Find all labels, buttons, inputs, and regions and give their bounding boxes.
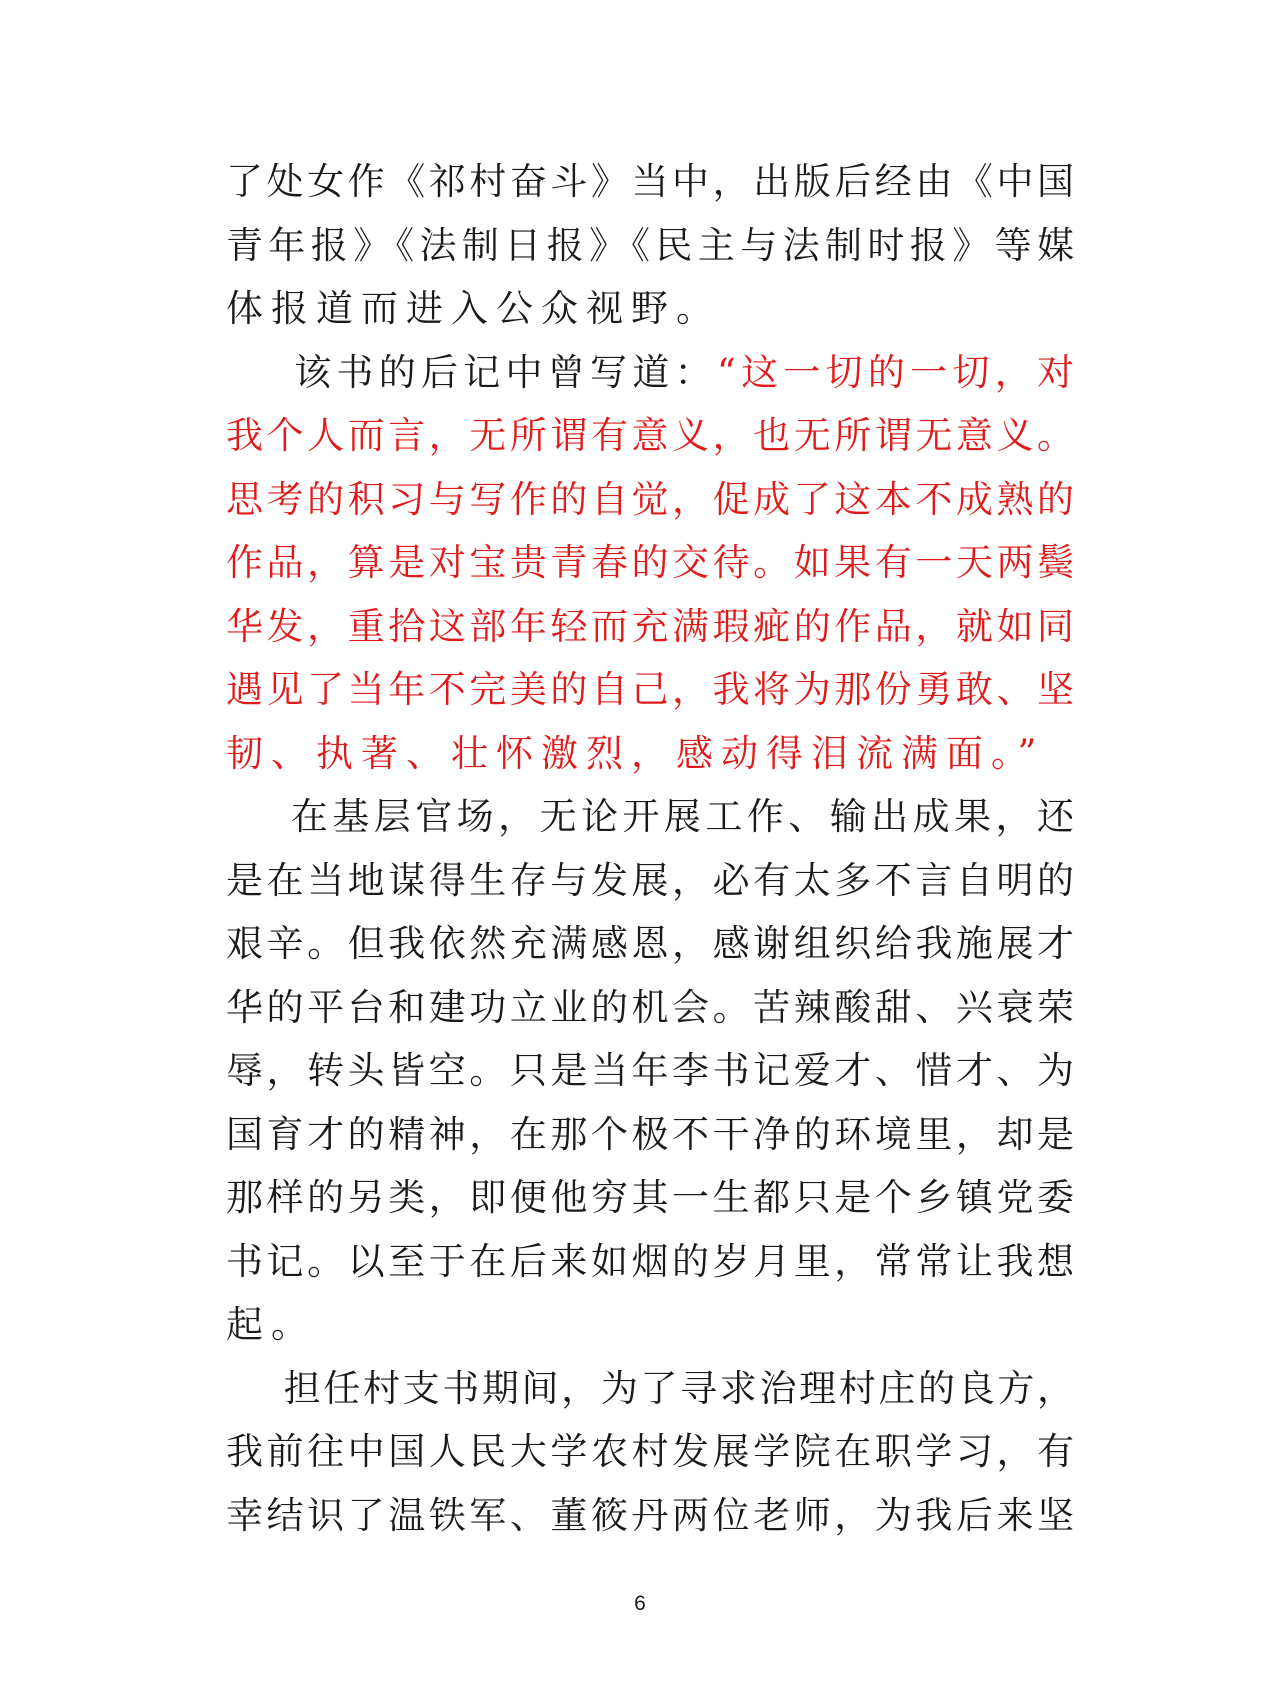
body-text: [226, 150, 1074, 1547]
text-line: [226, 658, 1074, 722]
text-line: [226, 150, 1074, 214]
body-text-segment: 国育才的精神，在那个极不干净的环境里，却是: [226, 1112, 1074, 1156]
body-text-segment: 是在当地谋得生存与发展，必有太多不言自明的: [226, 858, 1074, 902]
body-text-segment: 起。: [226, 1303, 316, 1346]
body-text-segment: 华的平台和建功立业的机会。苦辣酸甜、兴衰荣: [226, 985, 1074, 1029]
quoted-text: 我个人而言，无所谓有意义，也无所谓无意义。: [226, 414, 1074, 457]
quoted-text: 华发，重拾这部年轻而充满瑕疵的作品，就如同: [226, 604, 1074, 648]
body-text-segment: 体报道而进入公众视野。: [226, 287, 721, 330]
text-line: [226, 1230, 1074, 1294]
text-line: [226, 1357, 1074, 1421]
body-text-segment: 我前往中国人民大学农村发展学院在职学习，有: [226, 1430, 1074, 1473]
text-line: [226, 531, 1074, 595]
text-line: [226, 595, 1074, 659]
text-line: [226, 976, 1074, 1040]
text-line: [226, 1039, 1074, 1103]
text-line: [226, 1293, 1074, 1357]
text-line: [226, 341, 1074, 405]
quoted-text: 作品，算是对宝贵青春的交待。如果有一天两鬓: [226, 541, 1074, 584]
quoted-text: “这一切的一切，对: [716, 350, 1074, 394]
text-line: [226, 1420, 1074, 1484]
text-line: [226, 214, 1074, 278]
body-text-segment: 那样的另类，即便他穷其一生都只是个乡镇党委: [226, 1176, 1074, 1219]
body-text-segment: 辱，转头皆空。只是当年李书记爱才、惜才、为: [226, 1049, 1074, 1092]
quoted-text: 遇见了当年不完美的自己，我将为那份勇敢、坚: [226, 668, 1074, 711]
body-text-segment: 书记。以至于在后来如烟的岁月里，常常让我想: [226, 1239, 1074, 1283]
body-text-segment: 担任村支书期间，为了寻求治理村庄的良方，: [226, 1366, 1074, 1410]
body-text-segment: 了处女作《祁村奋斗》当中，出版后经由《中国: [226, 160, 1074, 203]
text-line: [226, 849, 1074, 913]
text-line: [226, 1166, 1074, 1230]
text-line: [226, 277, 1074, 341]
body-text-segment: 幸结识了温铁军、董筱丹两位老师，为我后来坚: [226, 1493, 1074, 1537]
body-text-segment: 该书的后记中曾写道：: [226, 350, 717, 394]
text-line: [226, 785, 1074, 849]
text-line: [226, 404, 1074, 468]
text-line: [226, 722, 1074, 786]
text-line: [226, 1103, 1074, 1167]
body-text-segment: 艰辛。但我依然充满感恩，感谢组织给我施展才: [226, 922, 1074, 965]
text-line: [226, 912, 1074, 976]
page-number: 6: [634, 1592, 646, 1615]
text-line: [226, 1484, 1074, 1548]
text-line: [226, 468, 1074, 532]
quoted-text: 思考的积习与写作的自觉，促成了这本不成熟的: [226, 477, 1074, 521]
body-text-segment: 青年报》《法制日报》《民主与法制时报》等媒: [226, 223, 1074, 267]
body-text-segment: 在基层官场，无论开展工作、输出成果，还: [226, 795, 1074, 838]
quoted-text: 韧、执著、壮怀激烈，感动得泪流满面。”: [226, 731, 1045, 775]
